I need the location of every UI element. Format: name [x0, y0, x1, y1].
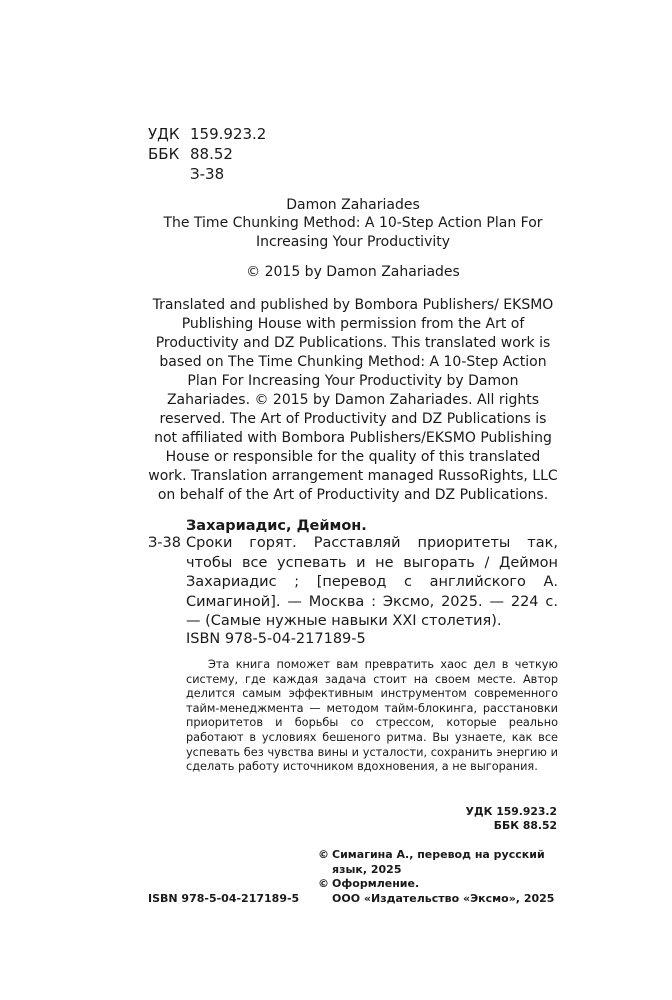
footer-copyright — [318, 848, 560, 906]
bbk-small: ББК 88.52 — [493, 819, 557, 832]
copyright-design — [318, 877, 560, 892]
original-author: Damon Zahariades — [286, 197, 420, 213]
copyright-symbol: © — [318, 877, 329, 891]
isbn-footer: ISBN 978-5-04-217189-5 — [148, 892, 300, 905]
translation-notice: Translated and published by Bombora Publishers/ EKSMO Publishing House with permission from the Art of Productivity and DZ Publications. This translated work is based on The Time Chunking Method: A 10-Step Action Plan For Increasing Your Productivity by Damon Zahariades. © 2015 by Damon Zahariades. All rights reserved. The Art of Productivity and DZ Publications is not affiliated with Bombora Publishers/EKSMO Publishing House or responsible for the quality of this translated work. Translation arrangement managed RussoRights, LLC on behalf of the Art of Productivity and DZ Publications. — [148, 297, 558, 503]
isbn-main: ISBN 978-5-04-217189-5 — [186, 631, 366, 647]
udk-small: УДК 159.923.2 — [465, 805, 557, 818]
publisher-line — [318, 892, 560, 907]
copyright-translation-text: Симагина А., перевод на русский язык, 2025 — [332, 848, 545, 876]
bibliographic-description: Сроки горят. Расставляй приоритеты так, чтобы все успевать и не выгорать / Деймон Захариадис ; [перевод с английского А. Симагиной]. — Москва : Эксмо, 2025. — 224 с. — (Самые нужные навыки XXI столетия). — [186, 535, 558, 629]
author-code: З-38 — [190, 165, 225, 183]
copyright-symbol: © — [318, 848, 329, 861]
book-annotation: Эта книга поможет вам превратить хаос дел в четкую систему, где каждая задача стоит на своем месте. Автор делится самым эффективным инструментом современного тайм-менеджмента — методом тайм-блокинга, расстановки приоритетов и борьбы со стрессом, которые реально работают в условиях бешеного ритма. Вы узнаете, как все успевать без чувства вины и усталости, сохранить энергию и сделать работу источником вдохновения, а не выгорания. — [186, 658, 558, 774]
udk-value: 159.923.2 — [190, 125, 267, 143]
classification-block — [148, 124, 266, 184]
original-copyright: © 2015 by Damon Zahariades — [246, 264, 460, 280]
bibliographic-code: З-38 — [148, 535, 181, 551]
publisher-text: ООО «Издательство «Эксмо», 2025 — [332, 891, 555, 905]
classification-small — [400, 805, 557, 833]
original-title-line-2: Increasing Your Productivity — [255, 234, 451, 250]
original-title-line-1: The Time Chunking Method: A 10-Step Action Plan For — [163, 215, 543, 231]
copyright-design-text: Оформление. — [332, 877, 420, 891]
copyright-translation — [318, 848, 560, 877]
original-title — [148, 214, 558, 252]
udk-label: УДК — [148, 125, 180, 143]
bbk-label: ББК — [148, 145, 180, 163]
bibliographic-author: Захариадис, Деймон. — [186, 518, 367, 534]
bbk-value: 88.52 — [190, 145, 233, 163]
